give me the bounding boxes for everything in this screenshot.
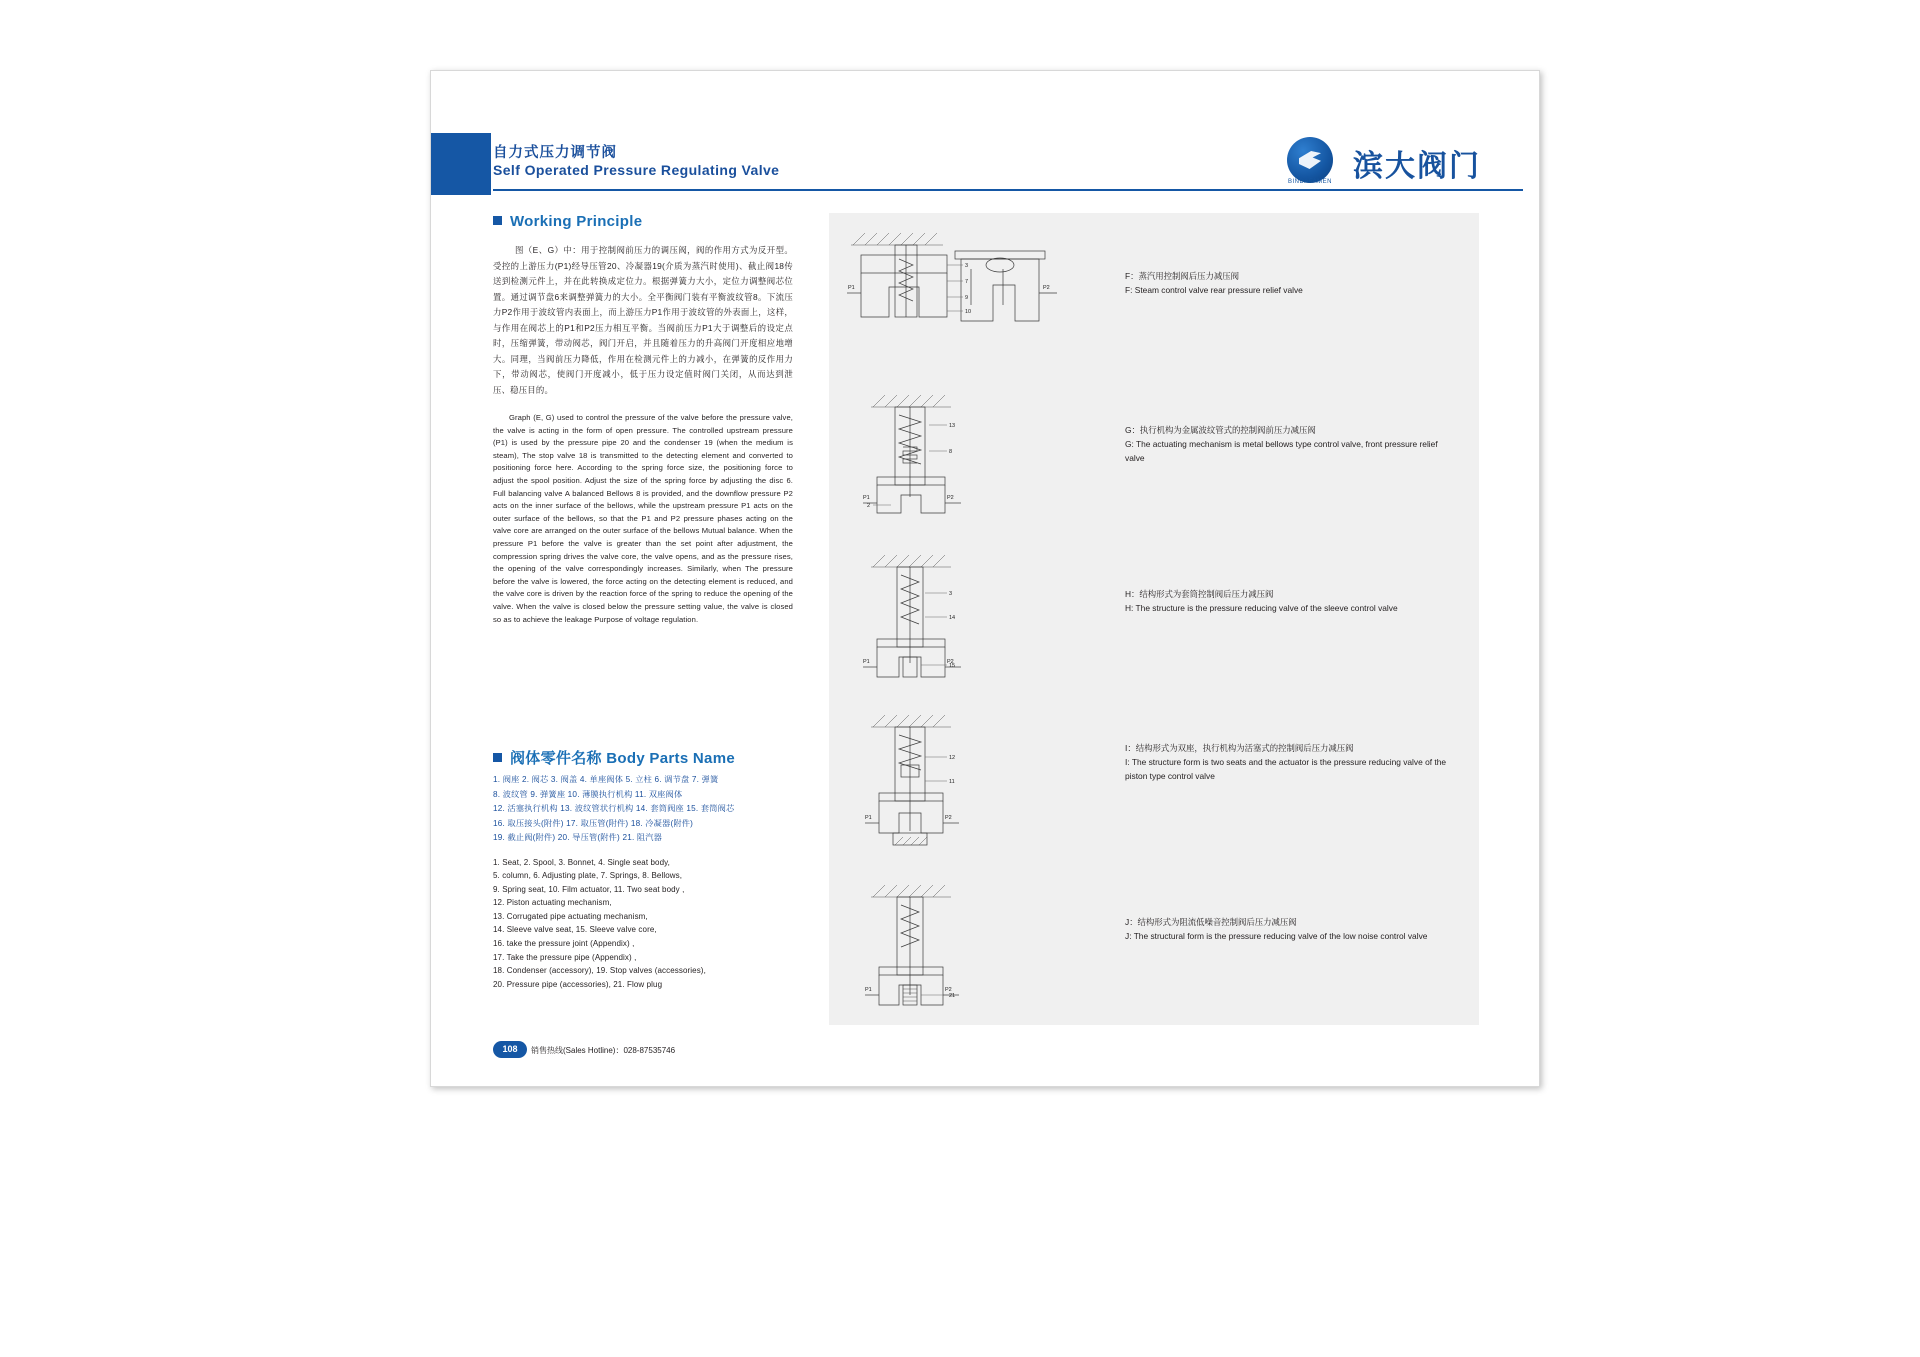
figure-caption-G [1125,423,1455,465]
parts-line-cn: 1. 阀座 2. 阀芯 3. 阀盖 4. 单座阀体 5. 立柱 6. 调节盘 7. 弹簧 [493,775,719,784]
figure-caption-H-cn: H：结构形式为套筒控制阀后压力减压阀 [1125,589,1274,599]
figure-row-H [829,545,1479,695]
sales-hotline: 销售热线(Sales Hotline)：028-87535746 [531,1046,676,1055]
figure-caption-H-en: H: The structure is the pressure reducing valve of the sleeve control valve [1125,603,1398,613]
svg-text:12: 12 [949,755,956,761]
svg-text:P2: P2 [1043,285,1050,291]
figure-caption-I [1125,741,1455,783]
figure-caption-I-cn: I：结构形式为双座，执行机构为活塞式的控制阀后压力减压阀 [1125,743,1354,753]
figure-drawing-H [843,545,1093,695]
page-title-cn: 自力式压力调节阀 [493,145,617,161]
brand-logo [1265,135,1515,187]
figure-drawing-G [843,385,1093,535]
figure-caption-I-en: I: The structure form is two seats and the actuator is the pressure reducing valve of the piston type control valve [1125,757,1447,781]
parts-line-en: 16. take the pressure joint (Appendix) , [493,939,635,949]
working-principle-text [493,243,793,626]
body-parts-list [493,773,793,991]
svg-text:3: 3 [949,591,953,597]
svg-text:P1: P1 [865,815,872,821]
svg-text:3: 3 [965,263,969,269]
parts-line-en: 20. Pressure pipe (accessories), 21. Flow plug [493,979,663,989]
svg-text:13: 13 [949,423,956,429]
svg-text:P1: P1 [863,659,870,665]
principle-paragraph-en: Graph (E, G) used to control the pressure of the valve before the pressure valve, the valve is acting in the form of open pressure. The controlled upstream pressure (P1) is used by the pressure pipe 20 and the condenser 19 (when the medium is steam), The stop valve 18 is transmitted to the detecting element and converted to positioning force here. According to the spring force size, the positioning force to adjust the spool position. Adjust the size of the spring force by adjusting the disc 6. Full balancing valve A balanced Bellows 8 is provided, and the downflow pressure P2 acts on the inner surface of the bellows, while the upstream pressure P1 acts on the outer surface of the bellows, so that the P1 and P2 pressure phases acting on the valve core are arranged on the outer surface of the bellows Mutual balance. When the pressure P1 before the valve is greater than the set point after adjustment, the compression spring drives the valve core, the valve opens, and as the pressure rises, the opening of the valve correspondingly increases. Similarly, when The pressure before the valve is lowered, the force acting on the detecting element is reduced, and the valve core is driven by the reaction force of the spring to reduce the opening of the valve. When the valve is closed below the pressure setting value, the valve is closed so as to achieve the leakage Purpose of voltage regulation. [493,413,793,624]
svg-text:15: 15 [949,663,956,669]
parts-line-cn: 16. 取压接头(附件) 17. 取压管(附件) 18. 冷凝器(附件) [493,818,694,828]
logo-mark-icon [1287,137,1333,183]
page-number-badge: 108 [493,1041,527,1058]
figure-row-G [829,385,1479,535]
parts-line-cn: 8. 波纹管 9. 弹簧座 10. 薄膜执行机构 11. 双座阀体 [493,789,683,799]
figure-caption-G-cn: G：执行机构为金属波纹管式的控制阀前压力减压阀 [1125,425,1316,435]
parts-line-en: 5. column, 6. Adjusting plate, 7. Springs, 8. Bellows, [493,871,683,881]
figure-caption-F-cn: F：蒸汽用控制阀后压力减压阀 [1125,271,1239,281]
header-blue-block [431,133,491,195]
figure-drawing-J [843,875,1093,1025]
figure-caption-J [1125,915,1455,943]
figure-row-J [829,875,1479,1025]
parts-list-en [493,856,793,992]
svg-text:9: 9 [965,295,969,301]
figure-caption-J-en: J: The structural form is the pressure reducing valve of the low noise control valve [1125,931,1428,941]
svg-text:P2: P2 [945,987,952,993]
parts-line-en: 14. Sleeve valve seat, 15. Sleeve valve core, [493,925,657,935]
figure-row-I [829,705,1479,865]
svg-text:P2: P2 [945,815,952,821]
svg-text:8: 8 [949,449,953,455]
parts-line-en: 1. Seat, 2. Spool, 3. Bonnet, 4. Single seat body, [493,857,670,867]
figure-caption-F [1125,269,1455,297]
figure-drawing-I [843,705,1093,865]
svg-text:P2: P2 [947,659,954,665]
figure-row-F [829,225,1479,375]
figure-caption-J-cn: J：结构形式为阻流低噪音控制阀后压力减压阀 [1125,917,1297,927]
figure-caption-H [1125,587,1455,615]
parts-list-cn [493,773,793,846]
section-heading-body-parts: 阀体零件名称 Body Parts Name [493,747,735,768]
figure-drawing-F [843,225,1093,375]
svg-text:14: 14 [949,615,956,621]
page-header [431,133,1539,195]
bullet-square-icon [493,216,502,225]
page-title-en: Self Operated Pressure Regulating Valve [493,162,780,178]
svg-text:P2: P2 [947,495,954,501]
svg-text:10: 10 [965,309,972,315]
parts-line-en: 9. Spring seat, 10. Film actuator, 11. Two seat body , [493,884,685,894]
svg-text:7: 7 [965,279,969,285]
parts-line-en: 17. Take the pressure pipe (Appendix) , [493,952,637,962]
figure-caption-G-en: G: The actuating mechanism is metal bellows type control valve, front pressure relief valve [1125,439,1438,463]
logo-subtext: BINDAFAMEN [1287,179,1332,185]
svg-text:21: 21 [949,993,956,999]
parts-line-cn: 12. 活塞执行机构 13. 波纹管状行机构 14. 套筒阀座 15. 套筒阀芯 [493,804,735,813]
brand-name-cn: 滨大阀门 [1353,150,1481,183]
parts-line-cn: 19. 截止阀(附件) 20. 导压管(附件) 21. 阻汽器 [493,833,663,842]
svg-text:P1: P1 [865,987,872,993]
figures-panel [829,213,1479,1025]
svg-text:P1: P1 [863,495,870,501]
parts-line-en: 13. Corrugated pipe actuating mechanism, [493,911,648,921]
principle-paragraph-cn: 图（E、G）中：用于控制阀前压力的调压阀，阀的作用方式为反开型。受控的上游压力(P1)经导压管20、冷凝器19(介质为蒸汽时使用)、截止阀18传送到检测元件上，并在此转换成定位力。根据弹簧力大小，定位力调整阀芯位置。通过调节盘6来调整弹簧力的大小。全平衡阀门装有平衡波纹管8。下流压力P2作用于波纹管内表面上，而上游压力P1作用于波纹管的外表面上，这样，与作用在阀芯上的P1和P2压力相互平衡。当阀前压力P1大于调整后的设定点时，压缩弹簧，带动阀芯，阀门开启，并且随着压力的升高阀门开度相应地增大。同理，当阀前压力降低，作用在检测元件上的力减小，在弹簧的反作用力下，带动阀芯，使阀门开度减小，低于压力设定值时阀门关闭，从而达到泄压、稳压目的。 [493,245,793,395]
svg-text:11: 11 [949,779,955,785]
section-heading-working-principle: Working Principle [493,213,642,230]
header-divider [493,189,1523,191]
figure-caption-F-en: F: Steam control valve rear pressure relief valve [1125,285,1303,295]
svg-text:P1: P1 [848,285,855,291]
bullet-square-icon [493,753,502,762]
svg-text:2: 2 [867,503,871,509]
parts-line-en: 12. Piston actuating mechanism, [493,898,612,908]
parts-line-en: 18. Condenser (accessory), 19. Stop valves (accessories), [493,966,706,976]
catalog-page [430,70,1540,1087]
